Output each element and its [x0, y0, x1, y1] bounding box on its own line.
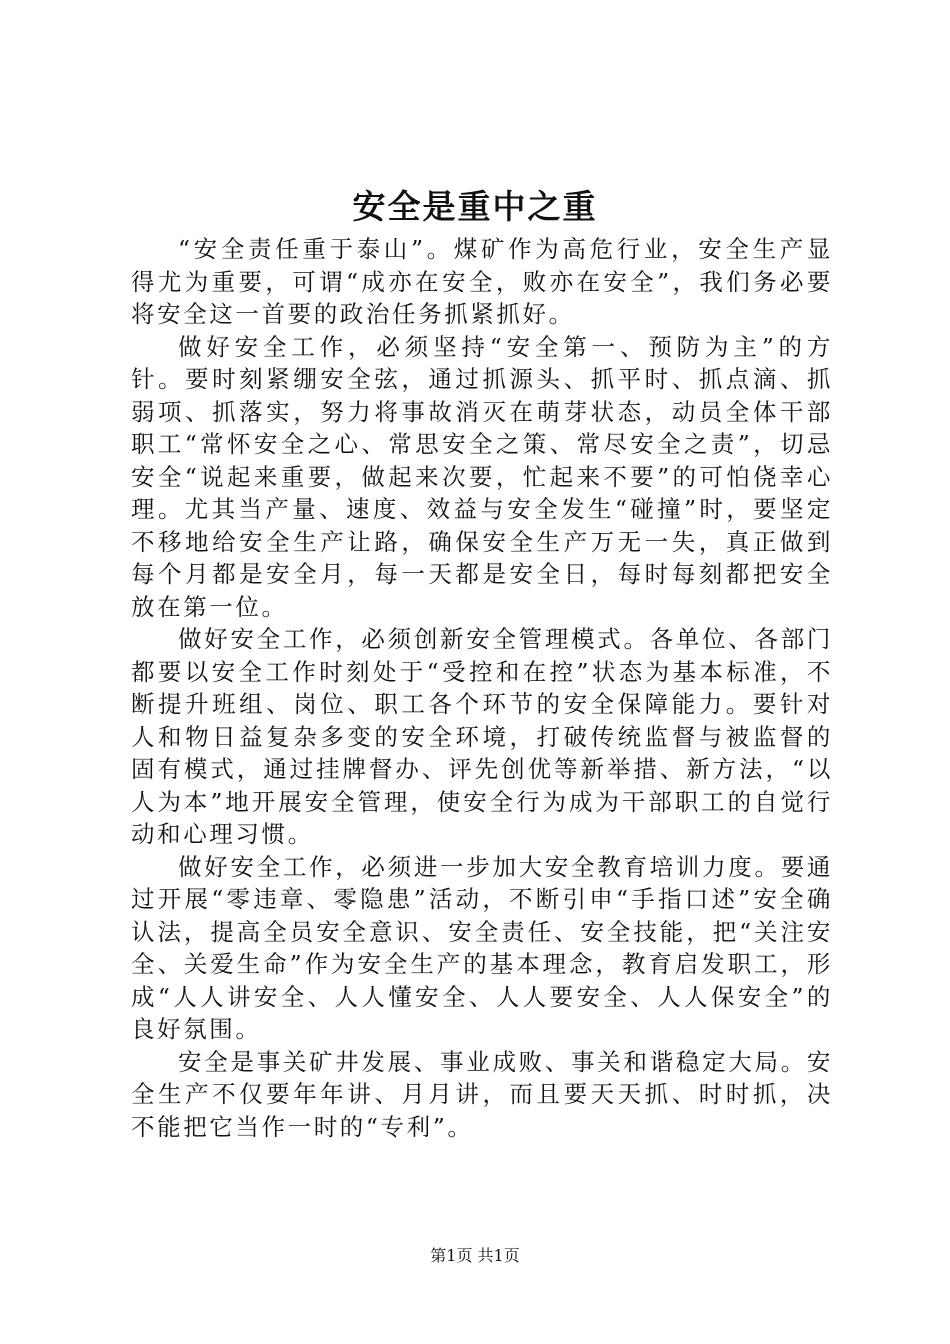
paragraph: 做好安全工作，必须进一步加大安全教育培训力度。要通过开展“零违章、零隐患”活动，不断引申“手指口述”安全确认法，提高全员安全意识、安全责任、安全技能，把“关注安全、关爱生命”作为安全生产的基本理念，教育启发职工，形成“人人讲安全、人人懂安全、人人要安全、人人保安全”的良好氛围。 [131, 852, 833, 1043]
document-body [131, 233, 833, 1143]
document-title: 安全是重中之重 [352, 187, 598, 226]
page-footer: 第1页 共1页 [430, 1246, 520, 1265]
paragraph: “安全责任重于泰山”。煤矿作为高危行业，安全生产显得尤为重要，可谓“成亦在安全，败亦在安全”，我们务必要将安全这一首要的政治任务抓紧抓好。 [131, 235, 833, 328]
paragraph: 做好安全工作，必须坚持“安全第一、预防为主”的方针。要时刻紧绷安全弦，通过抓源头、抓平时、抓点滴、抓弱项、抓落实，努力将事故消灭在萌芽状态，动员全体干部职工“常怀安全之心、常思安全之策、常尽安全之责”，切忌安全“说起来重要，做起来次要，忙起来不要”的可怕侥幸心理。尤其当产量、速度、效益与安全发生“碰撞”时，要坚定不移地给安全生产让路，确保安全生产万无一失，真正做到每个月都是安全月，每一天都是安全日，每时每刻都把安全放在第一位。 [131, 332, 833, 621]
paragraph: 做好安全工作，必须创新安全管理模式。各单位、各部门都要以安全工作时刻处于“受控和在控”状态为基本标准，不断提升班组、岗位、职工各个环节的安全保障能力。要针对人和物日益复杂多变的安全环境，打破传统监督与被监督的固有模式，通过挂牌督办、评先创优等新举措、新方法，“以人为本”地开展安全管理，使安全行为成为干部职工的自觉行动和心理习惯。 [131, 625, 833, 848]
paragraph: 安全是事关矿井发展、事业成败、事关和谐稳定大局。安全生产不仅要年年讲、月月讲，而且要天天抓、时时抓，决不能把它当作一时的“专利”。 [131, 1047, 833, 1141]
